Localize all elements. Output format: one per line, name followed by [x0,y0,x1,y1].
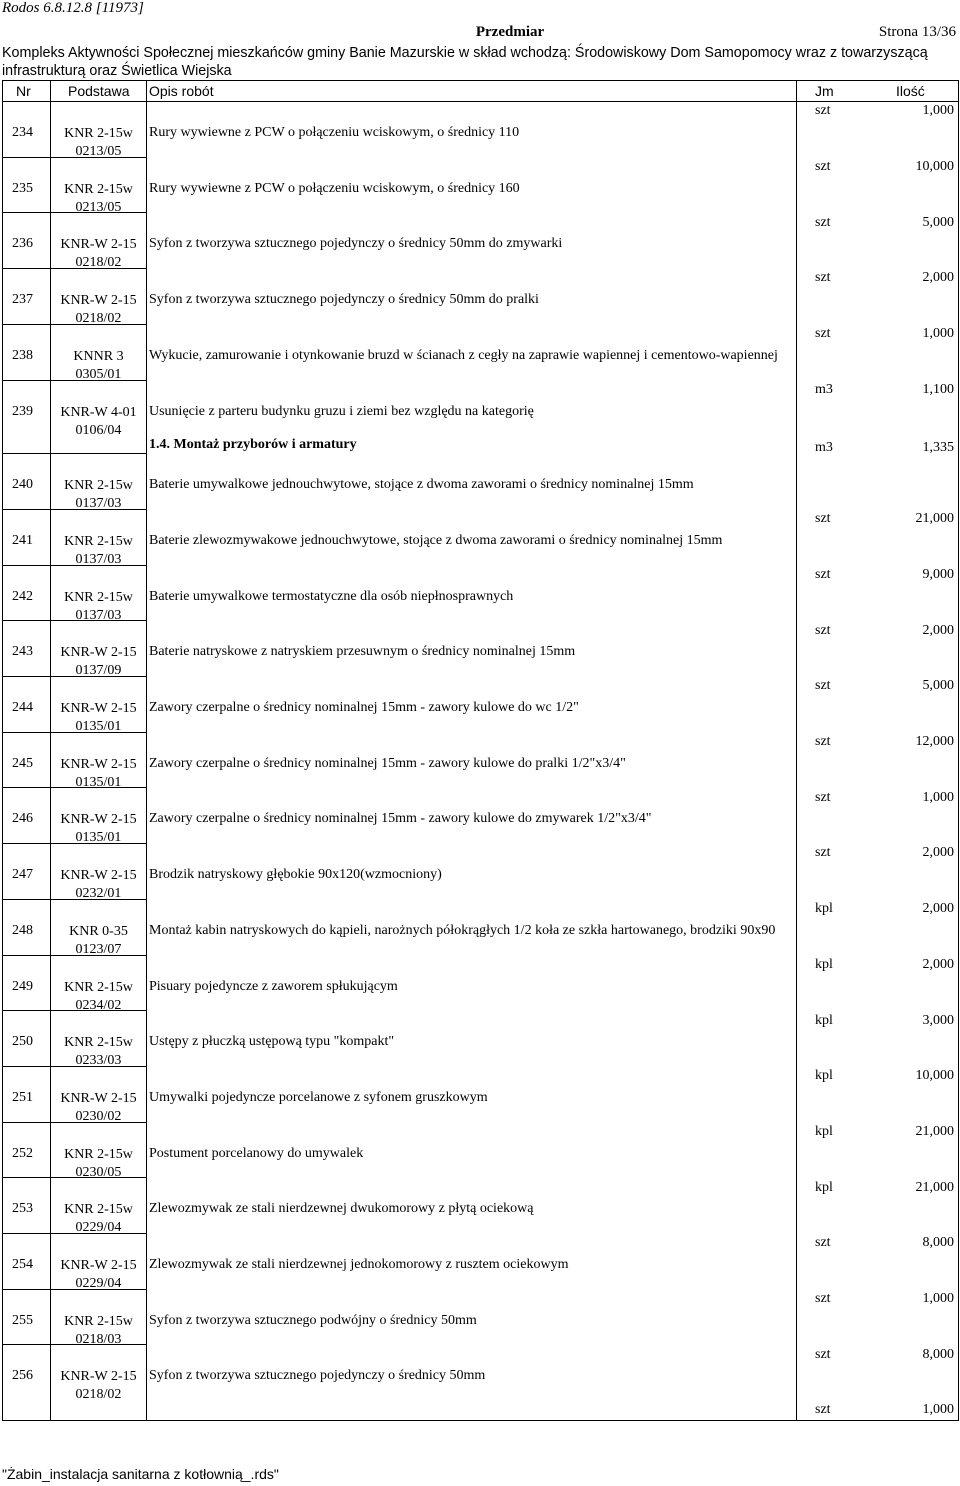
row-quantity: 2,000 [922,901,954,917]
app-tag: Rodos 6.8.12.8 [11973] [2,0,144,16]
row-quantity: 8,000 [922,1346,954,1362]
row-unit: szt [815,270,831,286]
row-number: 252 [12,1145,33,1161]
row-quantity: 1,000 [922,1291,954,1306]
table-row [3,157,958,230]
row-number: 254 [12,1257,33,1272]
row-unit: szt [815,326,831,342]
table-row [3,1233,958,1306]
row-unit: m3 [815,439,833,455]
row-unit: szt [815,789,831,805]
row-unit: szt [815,214,831,230]
row-quantity: 5,000 [922,678,954,694]
row-description: Syfon z tworzywa sztucznego podwójny o średnicy 50mm [149,1312,477,1328]
row-quantity: 1,335 [922,439,954,455]
row-number: 238 [12,347,33,363]
row-basis: KNR 2-15w 0229/04 [64,1202,133,1236]
row-quantity: 9,000 [922,566,954,582]
row-description: Brodzik natryskowy głębokie 90x120(wzmocniony) [149,867,442,883]
table-row [3,212,958,286]
row-quantity: 21,000 [915,511,954,527]
column-header-quantity: Ilość [896,83,925,99]
row-basis: KNR-W 2-15 0135/01 [60,701,137,734]
row-description: Umywalki pojedyncze porcelanowe z syfonem gruszkowym [149,1089,488,1105]
table-row [3,324,958,397]
row-quantity: 1,000 [922,1402,954,1418]
row-unit: szt [815,511,831,527]
row-number: 256 [12,1368,33,1384]
row-quantity: 2,000 [922,622,954,638]
row-description: Syfon z tworzywa sztucznego pojedynczy o średnicy 50mm do pralki [149,292,539,308]
column-header-nr: Nr [16,83,31,99]
section-heading: 1.4. Montaż przyborów i armatury [149,437,357,452]
row-basis: KNR 2-15w 0137/03 [64,589,133,623]
row-description: Baterie zlewozmywakowe jednouchwytowe, stojące z dwoma zaworami o średnicy nominalnej 15mm [149,532,723,548]
row-number: 245 [12,755,33,771]
table-row [3,899,958,972]
table-row [3,1010,958,1084]
estimate-table [2,80,959,1421]
row-basis: KNR 2-15w 0233/03 [64,1035,133,1069]
table-row [3,955,958,1028]
row-basis: KNR 2-15w 0234/02 [64,979,133,1013]
row-unit: kpl [815,956,833,972]
row-number: 250 [12,1034,33,1050]
row-unit: szt [815,678,831,694]
row-number: 242 [12,588,33,604]
row-basis: KNR 2-15w 0137/03 [64,478,133,512]
row-description: Syfon z tworzywa sztucznego pojedynczy o średnicy 50mm do zmywarki [149,236,563,252]
row-number: 243 [12,644,33,660]
row-number: 235 [12,180,33,196]
row-number: 253 [12,1201,33,1217]
row-basis: KNR 2-15w 0230/05 [64,1146,133,1180]
row-basis: KNR-W 2-15 0137/09 [60,645,137,679]
table-row [3,1344,958,1418]
footer-file-name: "Żabin_instalacja sanitarna z kotłownią_.rds" [2,1466,279,1482]
row-unit: kpl [815,1068,833,1084]
row-number: 246 [12,811,33,827]
row-number: 241 [12,532,33,548]
table-row [3,732,958,805]
row-description: Zawory czerpalne o średnicy nominalnej 15mm - zawory kulowe do zmywarek 1/2"x3/4" [149,811,652,827]
row-description: Baterie umywalkowe jednouchwytowe, stojące z dwoma zaworami o średnicy nominalnej 15mm [149,477,694,493]
table-row [3,676,958,749]
row-quantity: 21,000 [915,1179,954,1195]
row-basis: KNR-W 2-15 0218/02 [60,1369,137,1403]
row-quantity: 2,000 [922,845,954,861]
row-unit: kpl [815,1179,833,1195]
row-number: 239 [12,403,33,419]
row-description: Montaż kabin natryskowych do kąpieli, narożnych półokrągłych 1/2 koła ze szkła hartowanego, brodziki 90x90 [149,922,776,938]
row-description: Wykucie, zamurowanie i otynkowanie bruzd w ścianach z cegły na zaprawie wapiennej i cementowo-wapiennej [149,347,778,363]
table-row [3,565,958,638]
row-quantity: 3,000 [922,1012,954,1028]
row-unit: szt [815,566,831,582]
row-quantity: 8,000 [922,1235,954,1251]
row-description: Usunięcie z parteru budynku gruzu i ziemi bez względu na kategorię [149,403,534,419]
row-basis: KNR-W 2-15 0218/02 [60,237,137,271]
row-quantity: 2,000 [922,270,954,286]
doc-title: Przedmiar [475,24,545,40]
table-row [3,101,958,174]
row-unit: kpl [815,901,833,917]
table-row [3,787,958,861]
column-header-unit: Jm [815,83,834,99]
row-number: 237 [12,292,33,308]
row-unit: kpl [815,1123,833,1139]
row-basis: KNNR 3 0305/01 [73,348,124,382]
row-quantity: 10,000 [915,159,954,174]
row-quantity: 5,000 [922,214,954,230]
row-quantity: 1,000 [922,789,954,805]
row-basis: KNR 2-15w 0213/05 [64,181,133,215]
row-number: 251 [12,1089,33,1105]
carried-unit: szt [815,103,831,118]
row-unit: szt [815,1235,831,1251]
row-number: 247 [12,867,33,883]
table-row [3,453,958,527]
table-row [3,1177,958,1251]
row-number: 249 [12,978,33,994]
row-basis: KNR-W 2-15 0232/01 [60,868,137,902]
row-description: Ustępy z płuczką ustępową typu "kompakt" [149,1034,395,1050]
row-description: Pisuary pojedyncze z zaworem spłukującym [149,978,398,994]
row-description: Baterie umywalkowe termostatyczne dla osób niepłnosprawnych [149,588,514,604]
row-unit: szt [815,1291,831,1306]
row-unit: szt [815,845,831,861]
row-number: 244 [12,700,33,715]
row-basis: KNR 2-15w 0213/05 [64,126,133,159]
row-unit: szt [815,1346,831,1362]
row-number: 236 [12,236,33,252]
table-row [3,843,958,917]
row-basis: KNR 2-15w 0218/03 [64,1313,133,1347]
row-description: Rury wywiewne z PCW o połączeniu wciskowym, o średnicy 110 [149,125,520,140]
row-description: Zlewozmywak ze stali nierdzewnej jednokomorowy z rusztem ociekowym [149,1257,569,1272]
row-quantity: 2,000 [922,956,954,972]
row-basis: KNR 2-15w 0137/03 [64,533,133,567]
column-header-description: Opis robót [149,83,214,99]
column-header-basis: Podstawa [68,83,130,99]
row-unit: szt [815,734,831,749]
row-quantity: 1,100 [922,381,954,397]
table-row [3,268,958,342]
table-row [3,1066,958,1139]
row-description: Zawory czerpalne o średnicy nominalnej 15mm - zawory kulowe do wc 1/2" [149,700,579,715]
row-quantity: 21,000 [915,1123,954,1139]
row-basis: KNR-W 4-01 0106/04 [60,404,137,438]
table-row [3,620,958,694]
row-basis: KNR-W 2-15 0218/02 [60,293,137,327]
row-quantity: 1,000 [922,326,954,342]
table-row [3,1289,958,1362]
row-quantity: 12,000 [915,734,954,749]
row-basis: KNR-W 2-15 0230/02 [60,1090,137,1124]
table-row [3,509,958,582]
row-unit: szt [815,159,831,174]
row-description: Zawory czerpalne o średnicy nominalnej 15mm - zawory kulowe do pralki 1/2"x3/4" [149,755,626,771]
table-row [3,1122,958,1195]
row-description: Syfon z tworzywa sztucznego pojedynczy o średnicy 50mm [149,1368,486,1384]
project-description: Kompleks Aktywności Społecznej mieszkańców gminy Banie Mazurskie w skład wchodzą: Środowiskowy Dom Samopomocy wraz z towarzyszącą infrastrukturą oraz Świetlica Wiejska [2,45,928,79]
row-description: Zlewozmywak ze stali nierdzewnej dwukomorowy z płytą ociekową [149,1201,534,1217]
row-unit: szt [815,1402,831,1418]
row-number: 248 [12,922,33,938]
row-quantity: 10,000 [915,1068,954,1084]
row-number: 234 [12,125,33,140]
carried-quantity: 1,000 [922,103,954,118]
row-unit: m3 [815,381,833,397]
row-description: Postument porcelanowy do umywalek [149,1145,364,1161]
row-basis: KNR-W 2-15 0135/01 [60,756,137,790]
row-number: 255 [12,1312,33,1328]
row-unit: szt [815,622,831,638]
row-basis: KNR 0-35 0123/07 [69,923,128,957]
row-unit: kpl [815,1012,833,1028]
row-description: Rury wywiewne z PCW o połączeniu wciskowym, o średnicy 160 [149,180,520,196]
row-description: Baterie natryskowe z natryskiem przesuwnym o średnicy nominalnej 15mm [149,644,576,660]
row-basis: KNR-W 2-15 0135/01 [60,812,137,846]
page-number: Strona 13/36 [878,24,956,40]
row-basis: KNR-W 2-15 0229/04 [60,1258,137,1291]
row-number: 240 [12,477,33,493]
